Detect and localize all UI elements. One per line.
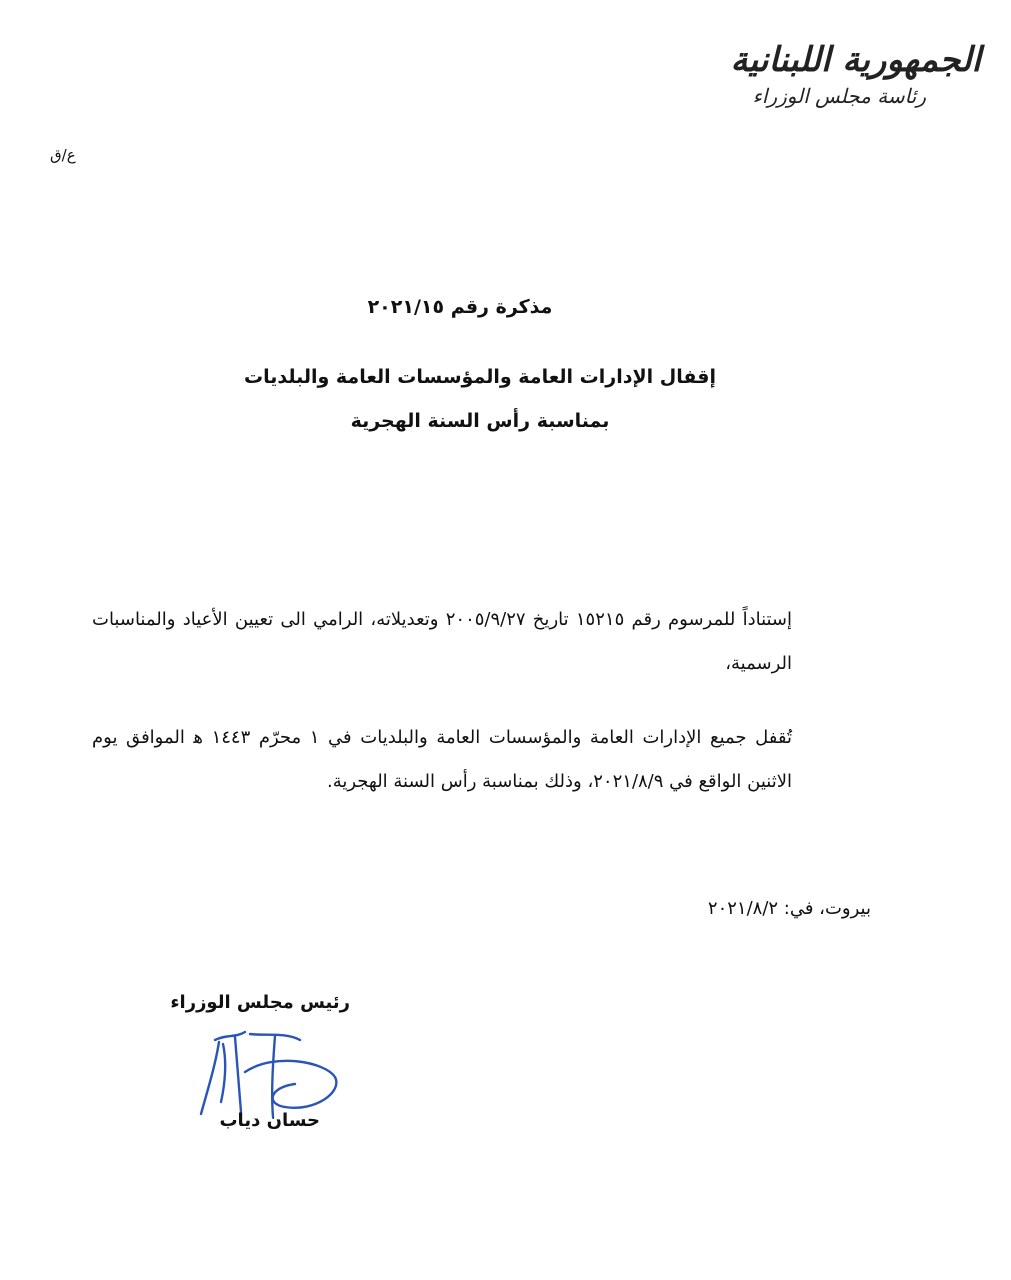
body-paragraph-1: إستناداً للمرسوم رقم ١٥٢١٥ تاريخ ٢٠٠٥/٩/٢٧ وتعديلاته، الرامي الى تعيين الأعياد والمناسبات الرسمية، — [92, 609, 793, 674]
memo-subject-line-2: بمناسبة رأس السنة الهجرية — [350, 410, 610, 432]
letterhead-presidency: رئاسة مجلس الوزراء — [752, 84, 926, 108]
handwritten-signature — [175, 1022, 350, 1122]
body-paragraph-2: تُقفل جميع الإدارات العامة والمؤسسات العامة والبلديات في ١ محرّم ١٤٤٣ ﻫ الموافق يوم الاثنين الواقع في ٢٠٢١/٨/٩، وذلك بمناسبة رأس السنة الهجرية. — [92, 727, 793, 792]
place-date-line: بيروت، في: ٢٠٢١/٨/٢ — [707, 898, 871, 919]
signatory-name: حسان دياب — [219, 1110, 320, 1131]
signatory-title: رئيس مجلس الوزراء — [170, 992, 350, 1013]
letterhead — [721, 38, 981, 108]
memo-number: مذكرة رقم ٢٠٢١/١٥ — [367, 296, 553, 318]
memo-subject-line-1: إقفال الإدارات العامة والمؤسسات العامة والبلديات — [243, 366, 717, 388]
reference-code: ع/ق — [50, 146, 76, 164]
letterhead-republic: الجمهورية اللبنانية — [730, 40, 981, 80]
